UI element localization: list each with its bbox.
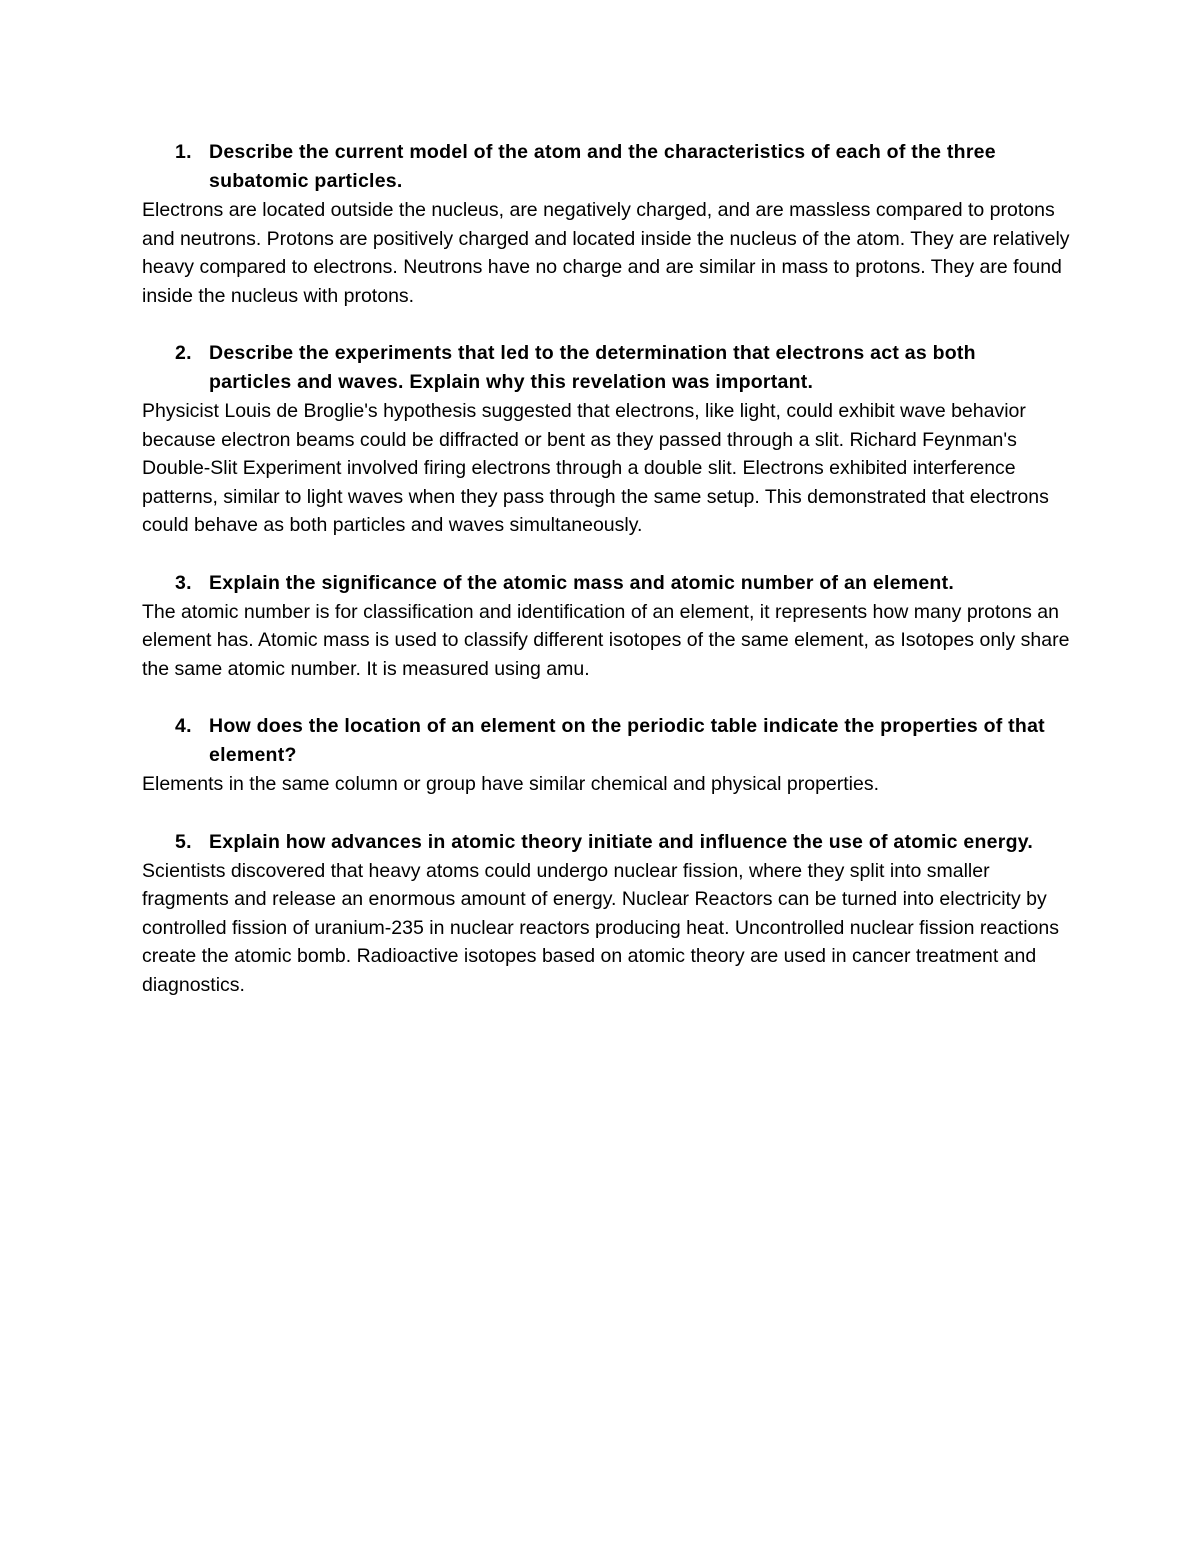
qa-item-3 — [142, 569, 1082, 684]
question-5 — [142, 828, 1082, 857]
question-text: How does the location of an element on the periodic table indicate the properties of that element? — [209, 715, 1045, 766]
question-number: 3. — [175, 571, 192, 594]
question-number: 1. — [175, 141, 192, 163]
qa-item-5 — [142, 828, 1082, 1000]
qa-item-1 — [142, 138, 1082, 310]
question-number: 2. — [175, 342, 192, 364]
question-2 — [142, 339, 1082, 397]
question-1 — [142, 138, 1082, 196]
answer-1: Electrons are located outside the nucleus, are negatively charged, and are massless compared to protons and neutrons. Protons are positively charged and located inside the nucleus of the atom. They are relatively heavy compared to electrons. Neutrons have no charge and are similar in mass to protons. They are found inside the nucleus with protons. — [142, 199, 1070, 307]
question-text: Describe the experiments that led to the determination that electrons act as both particles and waves. Explain why this revelation was important. — [209, 342, 976, 393]
answer-2: Physicist Louis de Broglie's hypothesis suggested that electrons, like light, could exhibit wave behavior because electron beams could be diffracted or bent as they passed through a slit. Richard Feynman's Double-Slit Experiment involved firing electrons through a double slit. Electrons exhibited interference patterns, similar to light waves when they pass through the same setup. This demonstrated that electrons could behave as both particles and waves simultaneously. — [142, 400, 1049, 536]
question-4 — [142, 712, 1082, 770]
question-text: Explain the significance of the atomic mass and atomic number of an element. — [209, 571, 955, 594]
question-3 — [142, 569, 1082, 598]
answer-3: The atomic number is for classification and identification of an element, it represents how many protons an element has. Atomic mass is used to classify different isotopes of the same element, as Isotopes only share the same atomic number. It is measured using amu. — [142, 600, 1070, 680]
question-number: 5. — [175, 830, 192, 853]
qa-item-2 — [142, 339, 1082, 540]
qa-item-4 — [142, 712, 1082, 799]
answer-4: Elements in the same column or group have similar chemical and physical properties. — [142, 773, 880, 795]
document-page — [142, 138, 1082, 1028]
question-text: Explain how advances in atomic theory initiate and influence the use of atomic energy. — [209, 830, 1034, 853]
question-text: Describe the current model of the atom and the characteristics of each of the three subatomic particles. — [209, 141, 996, 192]
question-number: 4. — [175, 715, 192, 737]
answer-5: Scientists discovered that heavy atoms could undergo nuclear fission, where they split into smaller fragments and release an enormous amount of energy. Nuclear Reactors can be turned into electricity by controlled fission of uranium-235 in nuclear reactors producing heat. Uncontrolled nuclear fission reactions create the atomic bomb. Radioactive isotopes based on atomic theory are used in cancer treatment and diagnostics. — [142, 859, 1059, 996]
